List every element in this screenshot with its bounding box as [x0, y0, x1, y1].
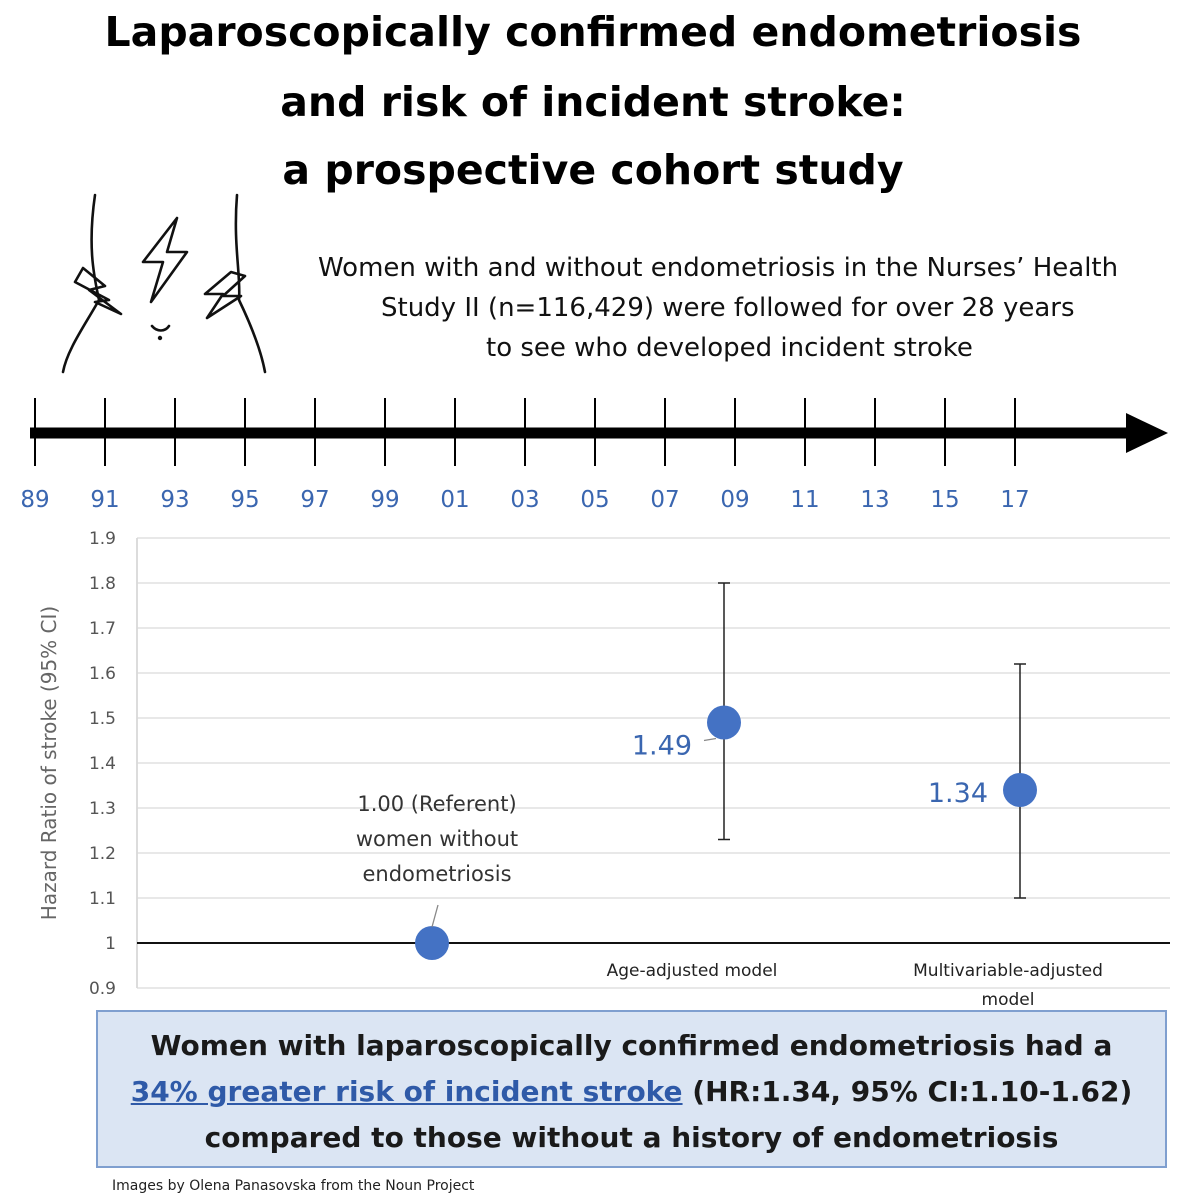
- summary-risk-link[interactable]: 34% greater risk of incident stroke: [130, 1075, 683, 1108]
- timeline-year-label: 99: [370, 487, 400, 513]
- y-tick-label: 1.7: [88, 619, 116, 639]
- y-tick-label: 1.2: [88, 844, 116, 864]
- timeline-year-label: 11: [790, 487, 820, 513]
- summary-line-1: Women with laparoscopically confirmed endometriosis had a: [150, 1029, 1113, 1062]
- label-leader-line: [432, 905, 438, 927]
- summary-line-2: [98, 1075, 1165, 1108]
- referent-label: endometriosis: [362, 862, 512, 886]
- timeline-year-label: 01: [440, 487, 470, 513]
- label-leader-line: [704, 739, 716, 741]
- category-label: Age-adjusted model: [606, 961, 778, 981]
- y-tick-label: 0.9: [88, 979, 116, 999]
- timeline-year-label: 89: [20, 487, 50, 513]
- title-line-1: Laparoscopically confirmed endometriosis: [104, 8, 1082, 56]
- summary-box: [96, 1010, 1167, 1168]
- timeline-year-label: 07: [650, 487, 680, 513]
- timeline-year-label: 13: [860, 487, 890, 513]
- y-tick-label: 1.4: [88, 754, 116, 774]
- title-line-2: and risk of incident stroke:: [280, 78, 906, 126]
- timeline-year-label: 97: [300, 487, 330, 513]
- timeline-year-label: 95: [230, 487, 260, 513]
- y-tick-label: 1.1: [88, 889, 116, 909]
- intro-line-2: Study II (n=116,429) were followed for over 28 years: [381, 293, 1075, 323]
- intro-line-3: to see who developed incident stroke: [486, 333, 973, 363]
- summary-line-3: compared to those without a history of endometriosis: [204, 1121, 1059, 1154]
- data-point: [707, 706, 741, 740]
- data-point: [415, 926, 449, 960]
- timeline-year-label: 91: [90, 487, 120, 513]
- title-line-3: a prospective cohort study: [282, 146, 904, 194]
- timeline-arrowhead: [1126, 413, 1168, 453]
- timeline-year-label: 17: [1000, 487, 1030, 513]
- timeline-year-label: 09: [720, 487, 750, 513]
- data-label: 1.34: [927, 778, 988, 809]
- y-tick-label: 1.9: [88, 529, 116, 549]
- referent-label: women without: [355, 827, 519, 851]
- y-tick-label: 1.8: [88, 574, 116, 594]
- category-label: Multivariable-adjusted: [913, 961, 1103, 981]
- image-credit: Images by Olena Panasovska from the Noun Project: [112, 1178, 475, 1194]
- category-label: model: [981, 990, 1035, 1010]
- y-tick-label: 1.6: [88, 664, 116, 684]
- y-tick-label: 1.3: [88, 799, 116, 819]
- y-tick-label: 1: [105, 934, 116, 954]
- abdomen-pain-icon: [55, 190, 285, 380]
- hazard-ratio-chart: [0, 520, 1186, 1015]
- referent-label: 1.00 (Referent): [357, 792, 517, 816]
- y-tick-label: 1.5: [88, 709, 116, 729]
- data-label: 1.49: [631, 730, 692, 762]
- summary-hr-ci: (HR:1.34, 95% CI:1.10-1.62): [682, 1075, 1133, 1108]
- y-axis-title: Hazard Ratio of stroke (95% CI): [37, 605, 61, 921]
- timeline-year-label: 15: [930, 487, 960, 513]
- intro-line-1: Women with and without endometriosis in the Nurses’ Health: [318, 253, 1119, 283]
- timeline: [0, 390, 1186, 515]
- timeline-year-label: 03: [510, 487, 540, 513]
- timeline-year-label: 05: [580, 487, 610, 513]
- data-point: [1003, 773, 1037, 807]
- timeline-year-label: 93: [160, 487, 190, 513]
